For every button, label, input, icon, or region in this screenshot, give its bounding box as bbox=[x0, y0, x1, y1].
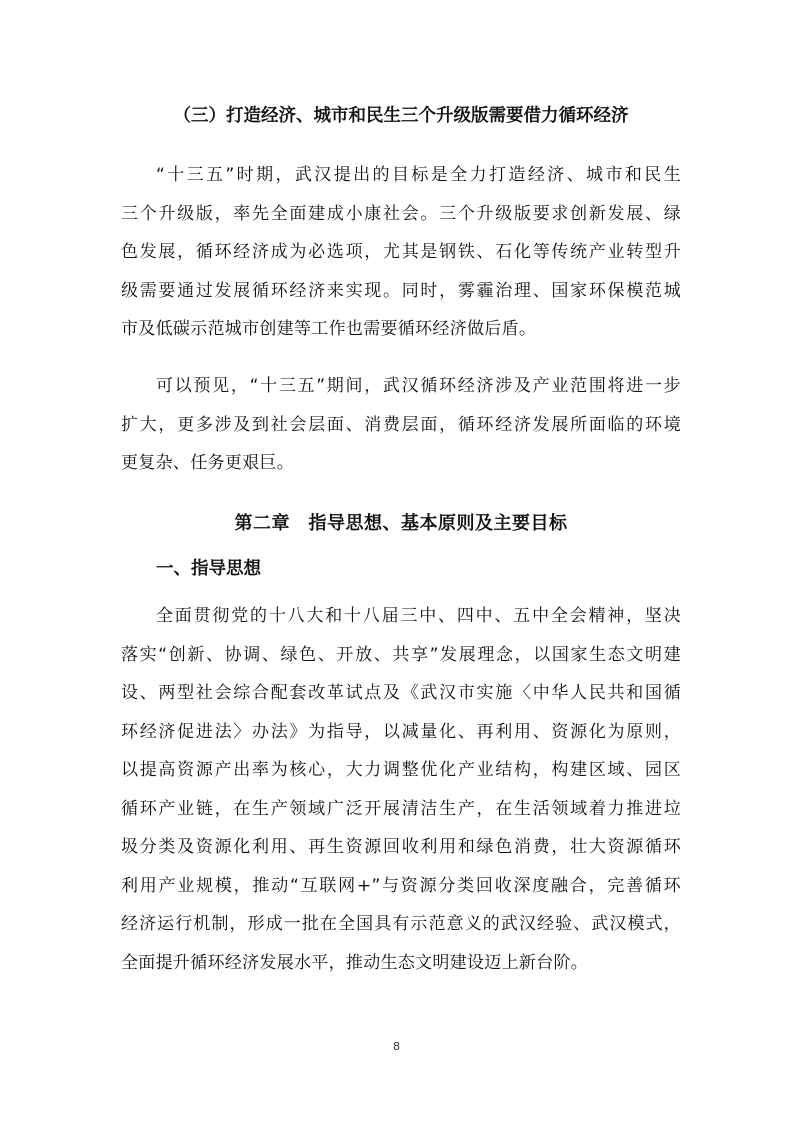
text-line: 以提高资源产出率为核心，大力调整优化产业结构，构建区域、园区 bbox=[121, 760, 681, 780]
text-line: 落实“创新、协调、绿色、开放、共享”发展理念，以国家生态文明建 bbox=[121, 644, 681, 665]
text-line: 扩大，更多涉及到社会层面、消费层面，循环经济发展所面临的环境 bbox=[121, 414, 681, 435]
text-line: “十三五”时期，武汉提出的目标是全力打造经济、城市和民生 bbox=[156, 165, 681, 185]
paragraph-3 bbox=[121, 597, 681, 982]
text-line: 循环产业链，在生产领域广泛开展清洁生产，在生活领域着力推进垃 bbox=[121, 798, 681, 819]
paragraph-1 bbox=[121, 156, 681, 349]
subsection-heading: 一、指导思想 bbox=[156, 559, 261, 579]
text-line: 圾分类及资源化利用、再生资源回收利用和绿色消费，壮大资源循环 bbox=[121, 837, 681, 857]
text-line: 利用产业规模，推动“互联网+”与资源分类回收深度融合，完善循环 bbox=[121, 875, 681, 896]
text-line: 级需要通过发展循环经济来实现。同时，雾霾治理、国家环保模范城 bbox=[121, 280, 681, 301]
text-line: 设、两型社会综合配套改革试点及《武汉市实施〈中华人民共和国循 bbox=[121, 683, 681, 703]
text-line: 全面提升循环经济发展水平，推动生态文明建设迈上新台阶。 bbox=[121, 952, 589, 973]
text-line: 经济运行机制，形成一批在全国具有示范意义的武汉经验、武汉模式， bbox=[121, 914, 681, 934]
text-line: 更复杂、任务更艰巨。 bbox=[121, 453, 294, 473]
chapter-heading: 第二章 指导思想、基本原则及主要目标 bbox=[234, 513, 568, 534]
text-line: 全面贯彻党的十八大和十八届三中、四中、五中全会精神，坚决 bbox=[156, 606, 681, 626]
section-heading: （三）打造经济、城市和民生三个升级版需要借力循环经济 bbox=[173, 106, 629, 126]
text-line: 环经济促进法〉办法》为指导，以减量化、再利用、资源化为原则， bbox=[121, 721, 681, 742]
text-line: 三个升级版，率先全面建成小康社会。三个升级版要求创新发展、绿 bbox=[121, 203, 681, 224]
paragraph-2 bbox=[121, 367, 681, 483]
text-line: 可以预见，“十三五”期间，武汉循环经济涉及产业范围将进一步 bbox=[156, 376, 681, 396]
text-line: 市及低碳示范城市创建等工作也需要循环经济做后盾。 bbox=[121, 319, 537, 339]
text-line: 色发展，循环经济成为必选项，尤其是钢铁、石化等传统产业转型升 bbox=[121, 242, 681, 262]
page-number: 8 bbox=[393, 1040, 400, 1053]
